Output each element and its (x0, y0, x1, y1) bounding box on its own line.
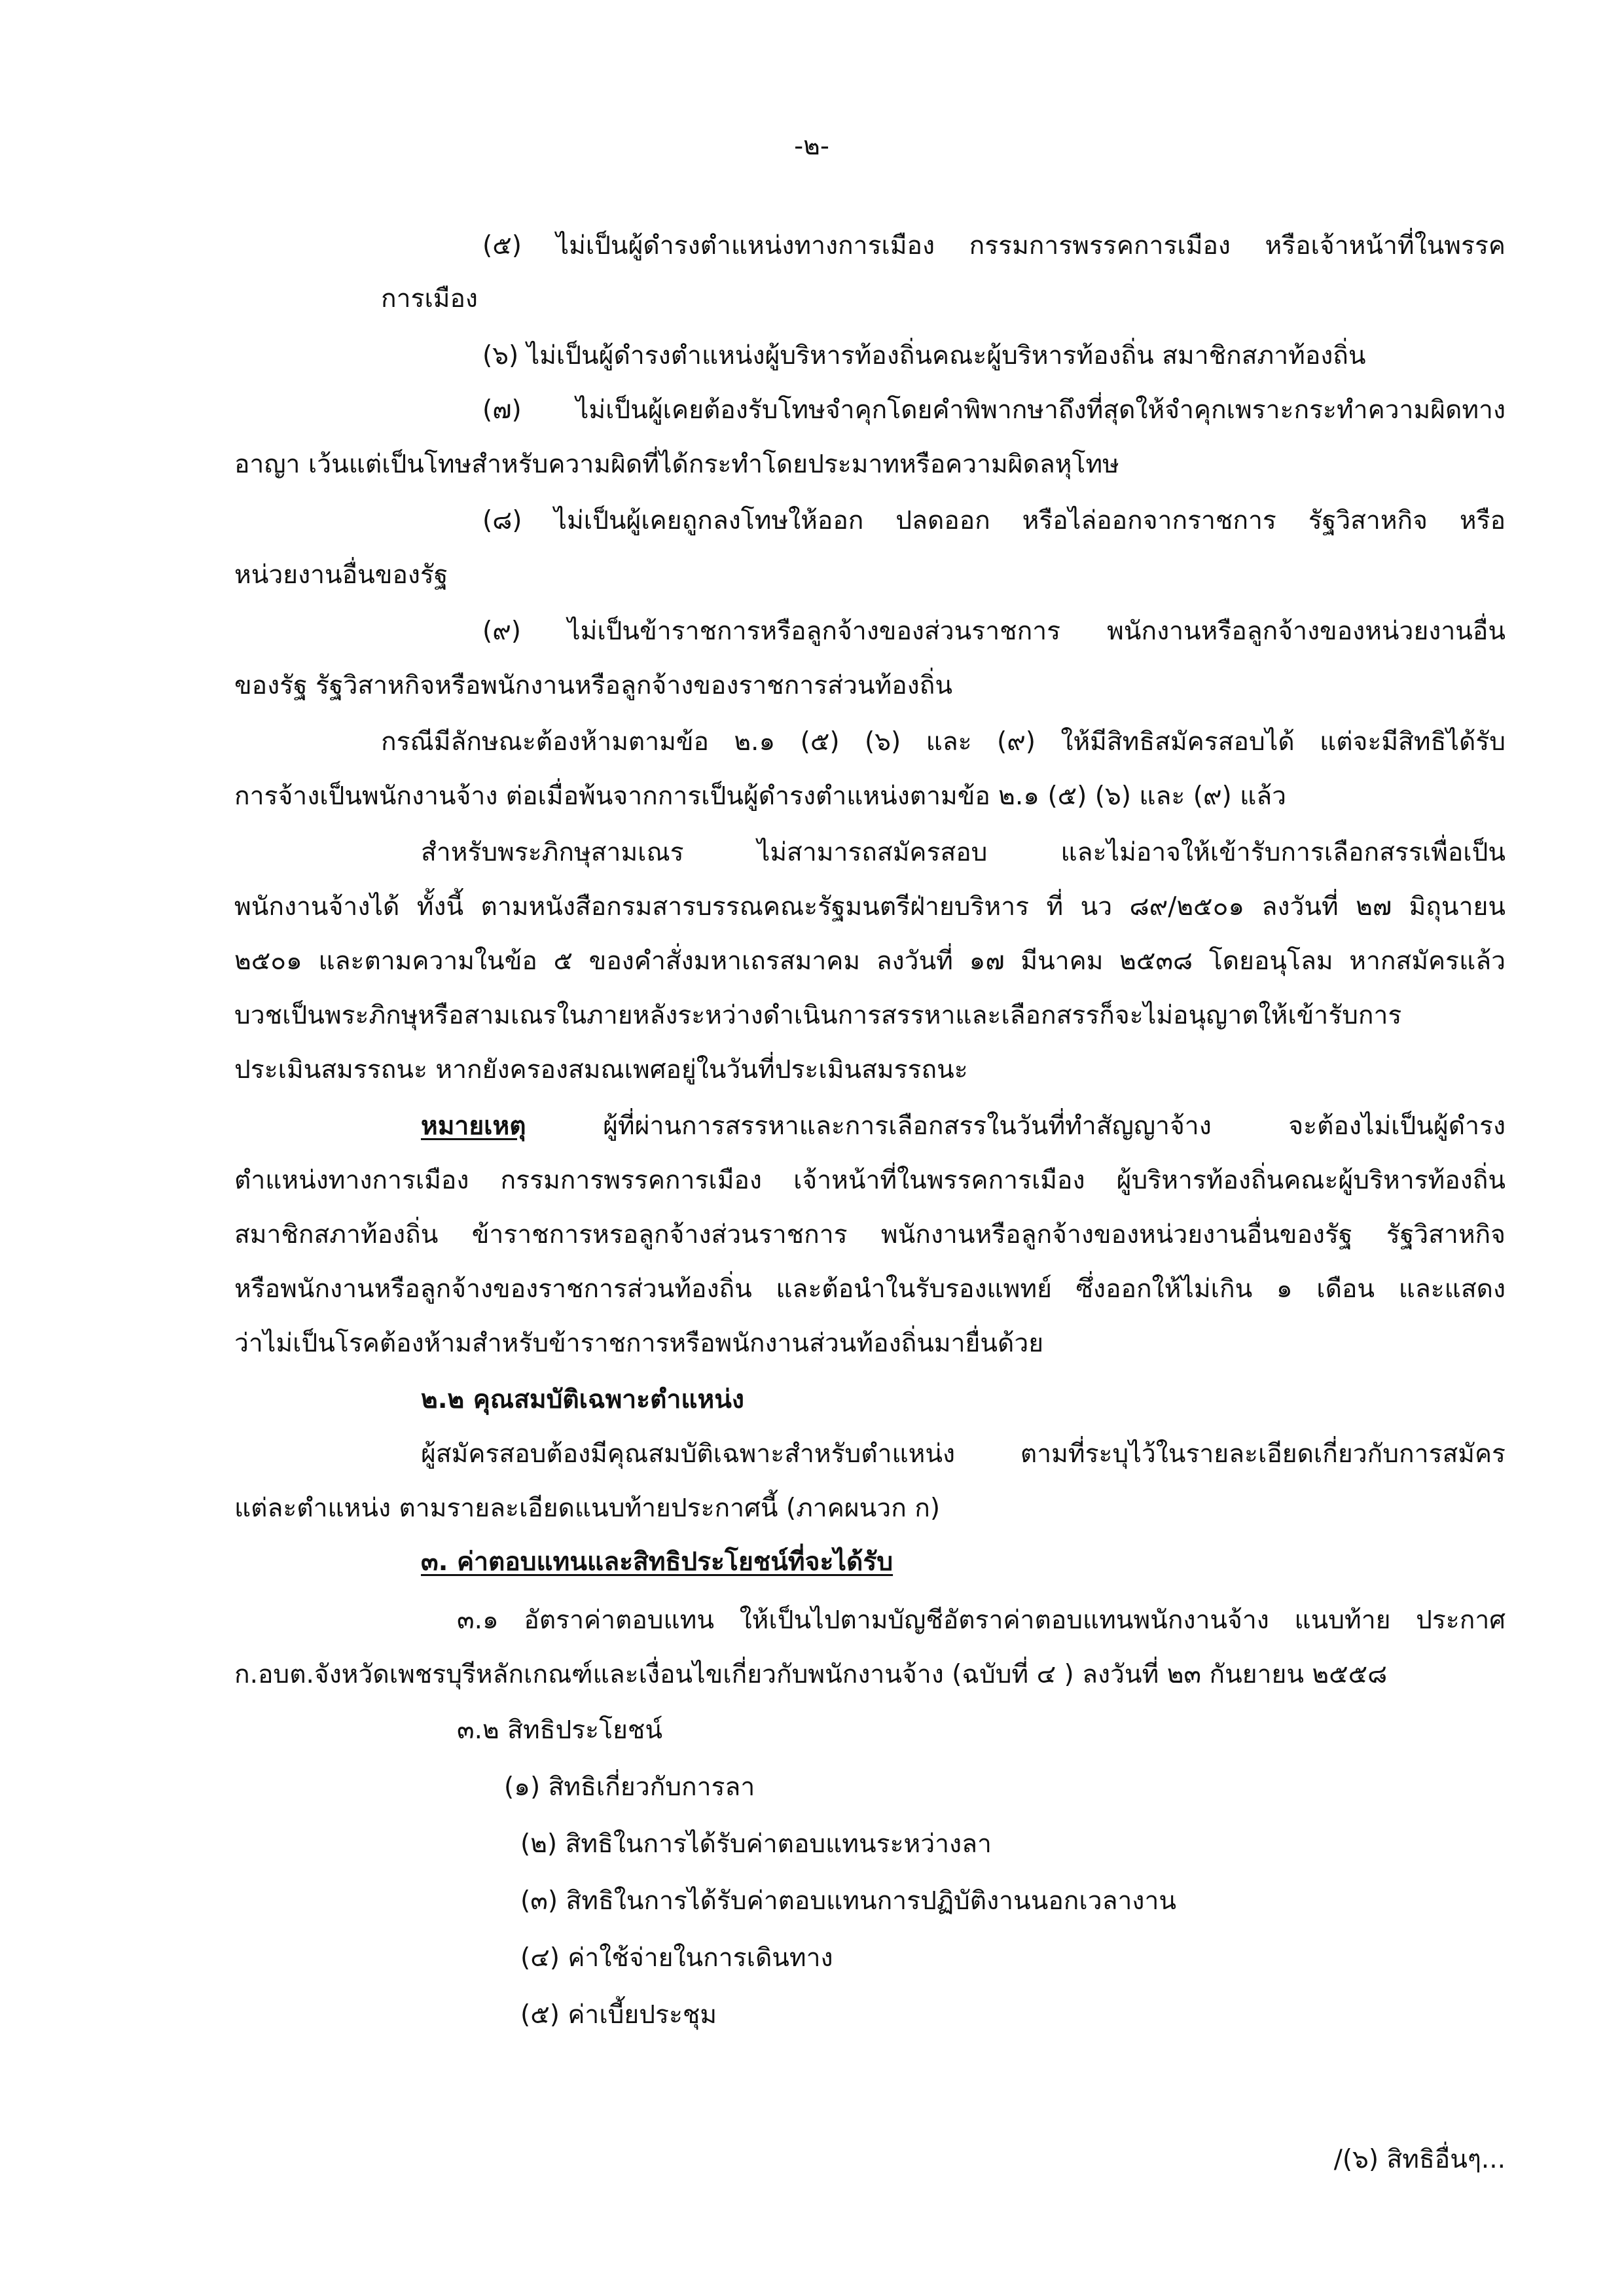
remark-paragraph-line-2: ตำแหน่งทางการเมือง กรรมการพรรคการเมือง เจ้าหน้าที่ในพรรคการเมือง ผู้บริหารท้องถิ่นคณะผู้บริหารท้องถิ่น (234, 1166, 1506, 1195)
section-3-2-heading: ๓.๒ สิทธิประโยชน์ (457, 1715, 663, 1745)
section-3-1-paragraph-cont: ก.อบต.จังหวัดเพชรบุรีหลักเกณฑ์และเงื่อนไขเกี่ยวกับพนักงานจ้าง (ฉบับที่ ๔ ) ลงวันที่ ๒๓ กันยายน ๒๕๕๘ (234, 1660, 1388, 1689)
page-number: -๒- (794, 132, 829, 161)
monk-paragraph-line-3: ๒๕๐๑ และตามความในข้อ ๕ ของคำสั่งมหาเถรสมาคม ลงวันที่ ๑๗ มีนาคม ๒๕๓๘ โดยอนุโลม หากสมัครแล้ว (234, 946, 1506, 976)
benefit-item-3: (๓) สิทธิในการได้รับค่าตอบแทนการปฏิบัติงานนอกเวลางาน (520, 1886, 1177, 1916)
qualification-item-5-cont: การเมือง (381, 284, 478, 314)
remark-paragraph (421, 1109, 1506, 1143)
qualification-item-8-cont: หน่วยงานอื่นของรัฐ (234, 560, 448, 590)
section-2-2-heading: ๒.๒ คุณสมบัติเฉพาะตำแหน่ง (421, 1385, 744, 1414)
monk-paragraph-line-5: ประเมินสมรรถนะ หากยังครองสมณเพศอยู่ในวันที่ประเมินสมรรถนะ (234, 1055, 968, 1085)
remark-paragraph-line-5: ว่าไม่เป็นโรคต้องห้ามสำหรับข้าราชการหรือพนักงานส่วนท้องถิ่นมายื่นด้วย (234, 1329, 1044, 1358)
benefit-item-4: (๔) ค่าใช้จ่ายในการเดินทาง (520, 1943, 833, 1973)
benefit-item-1: (๑) สิทธิเกี่ยวกับการลา (504, 1772, 755, 1802)
monk-paragraph-line-2: พนักงานจ้างได้ ทั้งนี้ ตามหนังสือกรมสารบรรณคณะรัฐมนตรีฝ่ายบริหาร ที่ นว ๘๙/๒๕๐๑ ลงวันที่ ๒๗ มิถุนายน (234, 892, 1506, 922)
remark-paragraph-line-3: สมาชิกสภาท้องถิ่น ข้าราชการหรอลูกจ้างส่วนราชการ พนักงานหรือลูกจ้างของหน่วยงานอื่นของรัฐ รัฐวิสาหกิจ (234, 1220, 1506, 1249)
prohibition-paragraph-cont: การจ้างเป็นพนักงานจ้าง ต่อเมื่อพ้นจากการเป็นผู้ดำรงตำแหน่งตามข้อ ๒.๑ (๕) (๖) และ (๙) แล้ว (234, 781, 1287, 811)
remark-label: หมายเหตุ (421, 1111, 526, 1141)
benefit-item-2: (๒) สิทธิในการได้รับค่าตอบแทนระหว่างลา (520, 1829, 992, 1859)
qualification-item-8: (๘) ไม่เป็นผู้เคยถูกลงโทษให้ออก ปลดออก หรือไล่ออกจากราชการ รัฐวิสาหกิจ หรือ (482, 506, 1506, 535)
remark-paragraph-line-4: หรือพนักงานหรือลูกจ้างของราชการส่วนท้องถิ่น และต้อนำในรับรองแพทย์ ซึ่งออกให้ไม่เกิน ๑ เดือน และแสดง (234, 1274, 1506, 1304)
qualification-item-6: (๖) ไม่เป็นผู้ดำรงตำแหน่งผู้บริหารท้องถิ่นคณะผู้บริหารท้องถิ่น สมาชิกสภาท้องถิ่น (482, 341, 1366, 370)
benefit-item-5: (๕) ค่าเบี้ยประชุม (520, 2000, 717, 2030)
continuation-note: /(๖) สิทธิอื่นๆ... (1333, 2145, 1506, 2174)
prohibition-paragraph: กรณีมีลักษณะต้องห้ามตามข้อ ๒.๑ (๕) (๖) และ (๙) ให้มีสิทธิสมัครสอบได้ แต่จะมีสิทธิได้รับ (381, 727, 1506, 757)
remark-text: ผู้ที่ผ่านการสรรหาและการเลือกสรรในวันที่ทำสัญญาจ้าง จะต้องไม่เป็นผู้ดำรง (526, 1111, 1506, 1141)
qualification-item-7: (๗) ไม่เป็นผู้เคยต้องรับโทษจำคุกโดยคำพิพากษาถึงที่สุดให้จำคุกเพราะกระทำความผิดทาง (482, 395, 1506, 425)
section-3-heading: ๓. ค่าตอบแทนและสิทธิประโยชน์ที่จะได้รับ (421, 1547, 893, 1577)
qualification-item-9: (๙) ไม่เป็นข้าราชการหรือลูกจ้างของส่วนราชการ พนักงานหรือลูกจ้างของหน่วยงานอื่น (482, 617, 1506, 646)
section-3-1-paragraph: ๓.๑ อัตราค่าตอบแทน ให้เป็นไปตามบัญชีอัตราค่าตอบแทนพนักงานจ้าง แนบท้าย ประกาศ (457, 1605, 1506, 1635)
qualification-item-7-cont: อาญา เว้นแต่เป็นโทษสำหรับความผิดที่ได้กระทำโดยประมาทหรือความผิดลหุโทษ (234, 450, 1119, 479)
monk-paragraph-line-4: บวชเป็นพระภิกษุหรือสามเณรในภายหลังระหว่างดำเนินการสรรหาและเลือกสรรก็จะไม่อนุญาตให้เข้ารับการ (234, 1001, 1402, 1030)
section-2-2-paragraph-cont: แต่ละตำแหน่ง ตามรายละเอียดแนบท้ายประกาศนี้ (ภาคผนวก ก) (234, 1494, 941, 1523)
qualification-item-5: (๕) ไม่เป็นผู้ดำรงตำแหน่งทางการเมือง กรรมการพรรคการเมือง หรือเจ้าหน้าที่ในพรรค (482, 231, 1506, 260)
qualification-item-9-cont: ของรัฐ รัฐวิสาหกิจหรือพนักงานหรือลูกจ้างของราชการส่วนท้องถิ่น (234, 671, 952, 700)
section-2-2-paragraph: ผู้สมัครสอบต้องมีคุณสมบัติเฉพาะสำหรับตำแหน่ง ตามที่ระบุไว้ในรายละเอียดเกี่ยวกับการสมัคร (421, 1439, 1506, 1469)
monk-paragraph: สำหรับพระภิกษุสามเณร ไม่สามารถสมัครสอบ และไม่อาจให้เข้ารับการเลือกสรรเพื่อเป็น (421, 838, 1506, 867)
